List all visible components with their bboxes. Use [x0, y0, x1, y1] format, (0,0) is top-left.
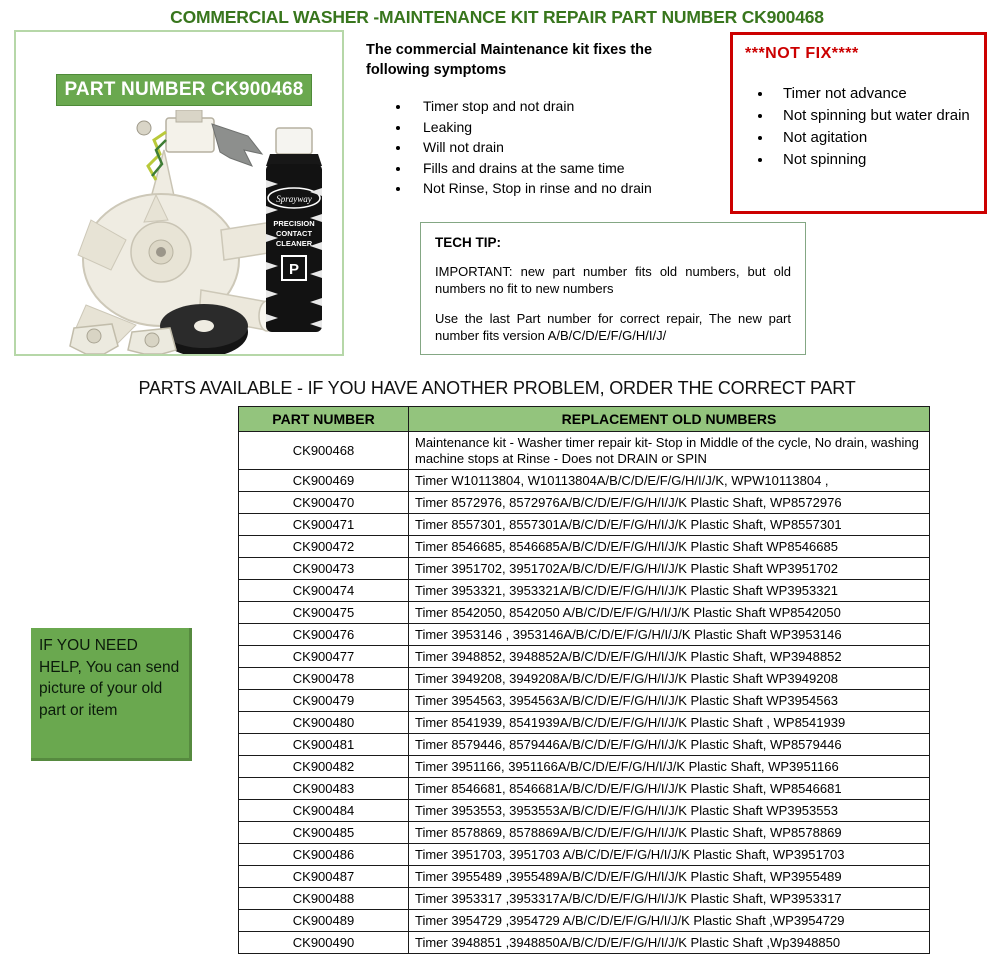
- table-row: [239, 624, 930, 646]
- part-number-cell: CK900474: [239, 580, 409, 602]
- replacement-cell: Timer 8579446, 8579446A/B/C/D/E/F/G/H/I/J/K Plastic Shaft, WP8579446: [409, 734, 930, 756]
- part-number-cell: CK900476: [239, 624, 409, 646]
- list-item: • Will not drain: [411, 137, 696, 158]
- table-row: [239, 866, 930, 888]
- tech-tip-paragraph-1: IMPORTANT: new part number fits old numbers, but old numbers no fit to new numbers: [435, 264, 791, 296]
- replacement-cell: Timer 3953317 ,3953317A/B/C/D/E/F/G/H/I/J/K Plastic Shaft, WP3953317: [409, 888, 930, 910]
- part-number-label: PART NUMBER CK900468: [56, 74, 312, 106]
- part-number-cell: CK900482: [239, 756, 409, 778]
- table-row: [239, 536, 930, 558]
- part-number-cell: CK900484: [239, 800, 409, 822]
- column-header-replacement: REPLACEMENT OLD NUMBERS: [409, 407, 930, 432]
- not-fix-title: ***NOT FIX****: [745, 45, 859, 62]
- parts-available-heading: PARTS AVAILABLE - IF YOU HAVE ANOTHER PROBLEM, ORDER THE CORRECT PART: [138, 378, 856, 398]
- symptoms-section: [366, 40, 696, 199]
- list-item: • Not spinning: [773, 149, 972, 171]
- replacement-cell: Timer 8578869, 8578869A/B/C/D/E/F/G/H/I/J/K Plastic Shaft, WP8578869: [409, 822, 930, 844]
- table-row: [239, 734, 930, 756]
- list-item: • Fills and drains at the same time: [411, 158, 696, 179]
- part-number-cell: CK900487: [239, 866, 409, 888]
- tech-tip-title: TECH TIP:: [435, 235, 501, 250]
- table-row: [239, 580, 930, 602]
- part-number-cell: CK900471: [239, 514, 409, 536]
- part-number-cell: CK900483: [239, 778, 409, 800]
- table-row: [239, 432, 930, 470]
- table-row: [239, 932, 930, 954]
- tech-tip-paragraph-2: Use the last Part number for correct repair, The new part number fits version A/B/C/D/E/F/G/H/I/J/: [435, 311, 791, 343]
- table-row: [239, 910, 930, 932]
- table-row: [239, 800, 930, 822]
- part-number-cell: CK900475: [239, 602, 409, 624]
- replacement-cell: Timer 3948851 ,3948850A/B/C/D/E/F/G/H/I/J/K Plastic Shaft ,Wp3948850: [409, 932, 930, 954]
- part-number-cell: CK900469: [239, 470, 409, 492]
- spray-can-label-line3: CLEANER: [275, 239, 313, 248]
- replacement-cell: Timer 3954729 ,3954729 A/B/C/D/E/F/G/H/I/J/K Plastic Shaft ,WP3954729: [409, 910, 930, 932]
- replacement-cell: Timer 8546685, 8546685A/B/C/D/E/F/G/H/I/J/K Plastic Shaft WP8546685: [409, 536, 930, 558]
- list-item: • Timer not advance: [773, 83, 972, 105]
- part-number-cell: CK900470: [239, 492, 409, 514]
- part-number-cell: CK900480: [239, 712, 409, 734]
- replacement-cell: Timer 3954563, 3954563A/B/C/D/E/F/G/H/I/J/K Plastic Shaft WP3954563: [409, 690, 930, 712]
- list-item: • Not spinning but water drain: [773, 105, 972, 127]
- list-item: • Not Rinse, Stop in rinse and no drain: [411, 178, 696, 199]
- replacement-cell: Timer 8546681, 8546681A/B/C/D/E/F/G/H/I/J/K Plastic Shaft, WP8546681: [409, 778, 930, 800]
- part-number-cell: CK900486: [239, 844, 409, 866]
- table-header-row: [239, 407, 930, 432]
- table-row: [239, 668, 930, 690]
- part-number-cell: CK900477: [239, 646, 409, 668]
- pump-clip-illustration: [137, 110, 262, 180]
- spray-can-brand: Sprayway: [276, 194, 312, 204]
- part-number-cell: CK900481: [239, 734, 409, 756]
- not-fix-list: [745, 83, 972, 171]
- replacement-cell: Timer W10113804, W10113804A/B/C/D/E/F/G/H/I/J/K, WPW10113804 ,: [409, 470, 930, 492]
- table-row: [239, 888, 930, 910]
- parts-table: [238, 406, 930, 954]
- replacement-cell: Timer 8557301, 8557301A/B/C/D/E/F/G/H/I/J/K Plastic Shaft, WP8557301: [409, 514, 930, 536]
- list-item: • Timer stop and not drain: [411, 96, 696, 117]
- replacement-cell: Timer 8542050, 8542050 A/B/C/D/E/F/G/H/I/J/K Plastic Shaft WP8542050: [409, 602, 930, 624]
- table-row: [239, 844, 930, 866]
- page-title: COMMERCIAL WASHER -MAINTENANCE KIT REPAIR PART NUMBER CK900468: [170, 7, 824, 27]
- spray-can-label-line2: CONTACT: [275, 229, 313, 238]
- parts-table-body: [239, 432, 930, 954]
- part-number-cell: CK900473: [239, 558, 409, 580]
- table-row: [239, 514, 930, 536]
- spray-can-letter: P: [288, 261, 300, 278]
- part-number-cell: CK900488: [239, 888, 409, 910]
- replacement-cell: Timer 3953553, 3953553A/B/C/D/E/F/G/H/I/J/K Plastic Shaft WP3953553: [409, 800, 930, 822]
- list-item: • Not agitation: [773, 127, 972, 149]
- replacement-cell: Timer 8541939, 8541939A/B/C/D/E/F/G/H/I/J/K Plastic Shaft , WP8541939: [409, 712, 930, 734]
- tech-tip-box: [420, 222, 806, 355]
- replacement-cell: Timer 3951702, 3951702A/B/C/D/E/F/G/H/I/J/K Plastic Shaft WP3951702: [409, 558, 930, 580]
- symptoms-list: [366, 96, 696, 199]
- replacement-cell: Timer 3949208, 3949208A/B/C/D/E/F/G/H/I/J/K Plastic Shaft WP3949208: [409, 668, 930, 690]
- product-image-box: [14, 30, 344, 356]
- table-row: [239, 558, 930, 580]
- part-number-cell: CK900489: [239, 910, 409, 932]
- replacement-cell: Timer 3951166, 3951166A/B/C/D/E/F/G/H/I/J/K Plastic Shaft, WP3951166: [409, 756, 930, 778]
- part-number-cell: CK900479: [239, 690, 409, 712]
- list-item: • Leaking: [411, 117, 696, 138]
- spray-can-illustration: [266, 128, 322, 332]
- part-number-cell: CK900490: [239, 932, 409, 954]
- replacement-cell: Timer 3953146 , 3953146A/B/C/D/E/F/G/H/I/J/K Plastic Shaft WP3953146: [409, 624, 930, 646]
- spray-can-label-line1: PRECISION: [273, 219, 315, 228]
- product-photo-illustration: [16, 110, 342, 354]
- table-row: [239, 756, 930, 778]
- table-row: [239, 646, 930, 668]
- symptoms-heading: The commercial Maintenance kit fixes the following symptoms: [366, 42, 653, 78]
- part-number-cell: CK900478: [239, 668, 409, 690]
- column-header-part-number: PART NUMBER: [239, 407, 409, 432]
- table-row: [239, 778, 930, 800]
- replacement-cell: Timer 3955489 ,3955489A/B/C/D/E/F/G/H/I/J/K Plastic Shaft, WP3955489: [409, 866, 930, 888]
- replacement-cell: Timer 3951703, 3951703 A/B/C/D/E/F/G/H/I/J/K Plastic Shaft, WP3951703: [409, 844, 930, 866]
- part-number-cell: CK900472: [239, 536, 409, 558]
- part-number-cell: CK900468: [239, 432, 409, 470]
- help-note-box: IF YOU NEED HELP, You can send picture of your old part or item: [31, 628, 192, 761]
- replacement-cell: Timer 8572976, 8572976A/B/C/D/E/F/G/H/I/J/K Plastic Shaft, WP8572976: [409, 492, 930, 514]
- not-fix-box: [730, 32, 987, 214]
- replacement-cell: Timer 3948852, 3948852A/B/C/D/E/F/G/H/I/J/K Plastic Shaft, WP3948852: [409, 646, 930, 668]
- table-row: [239, 470, 930, 492]
- table-row: [239, 690, 930, 712]
- table-row: [239, 602, 930, 624]
- table-row: [239, 492, 930, 514]
- table-row: [239, 822, 930, 844]
- part-number-cell: CK900485: [239, 822, 409, 844]
- replacement-cell: Timer 3953321, 3953321A/B/C/D/E/F/G/H/I/J/K Plastic Shaft WP3953321: [409, 580, 930, 602]
- table-row: [239, 712, 930, 734]
- replacement-cell: Maintenance kit - Washer timer repair kit- Stop in Middle of the cycle, No drain, washing machine stops at Rinse - Does not DRAIN or SPIN: [409, 432, 930, 470]
